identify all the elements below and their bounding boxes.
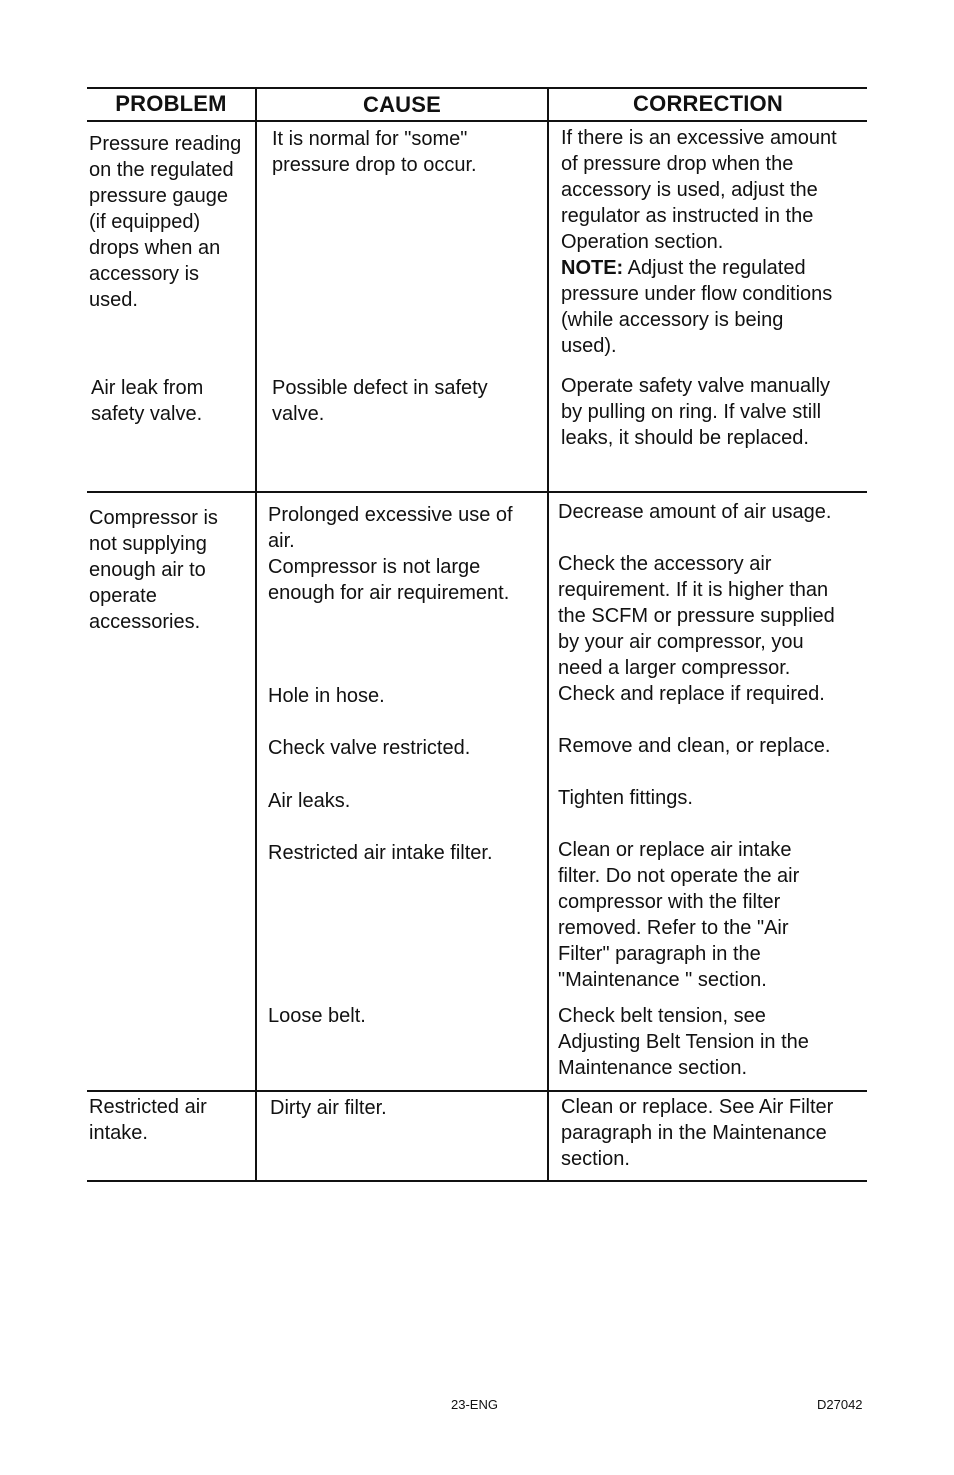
header-bottom-rule [87, 120, 867, 122]
row3-cause-7: Loose belt. [268, 1005, 366, 1027]
note-text: Adjust the regulated pressure under flow conditions (while accessory is being used). [561, 257, 833, 357]
header-correction: CORRECTION [633, 91, 783, 116]
row1-correction [561, 125, 837, 359]
row3-problem: Compressor is not supplying enough air to operate accessories. [89, 507, 218, 633]
row3-correction-7: Check belt tension, see Adjusting Belt Tension in the Maintenance section. [558, 1005, 809, 1079]
row3-correction-3: Check and replace if required. [558, 683, 825, 705]
row3-correction-4: Remove and clean, or replace. [558, 735, 831, 757]
row3-cause-6: Restricted air intake filter. [268, 842, 493, 864]
header-problem: PROBLEM [115, 91, 227, 116]
header-cause: CAUSE [362, 92, 441, 117]
row2-correction: Operate safety valve manually by pulling on ring. If valve still leaks, it should be replaced. [561, 375, 831, 449]
row4-cause: Dirty air filter. [270, 1097, 387, 1119]
page-number: 23-ENG [451, 1397, 498, 1412]
row3-cause-4: Check valve restricted. [268, 737, 471, 759]
row1-correction-text: If there is an excessive amount of pressure drop when the accessory is used, adjust the regulator as instructed in the Operation section. [561, 127, 837, 253]
row3-correction-6: Clean or replace air intake filter. Do not operate the air compressor with the filter removed. Refer to the "Air Filter" paragraph in the "Maintenance " section. [558, 839, 800, 991]
column-divider-2 [547, 87, 549, 1182]
row3-correction-2: Check the accessory air requirement. If it is higher than the SCFM or pressure supplied by your air compressor, you need a larger compressor. [558, 553, 835, 679]
table-bottom-rule [87, 1180, 867, 1182]
row3-correction-1: Decrease amount of air usage. [558, 501, 832, 523]
row3-cause-3: Hole in hose. [268, 685, 385, 707]
column-divider-1 [255, 87, 257, 1182]
note-label: NOTE: [561, 257, 624, 279]
row4-problem: Restricted air intake. [89, 1096, 207, 1144]
document-code: D27042 [817, 1397, 863, 1412]
row3-cause-1: Prolonged excessive use of air. [268, 504, 513, 552]
row2-problem: Air leak from safety valve. [91, 377, 204, 425]
row3-cause-5: Air leaks. [268, 790, 351, 812]
row-divider-3 [87, 491, 867, 493]
row-divider-4 [87, 1090, 867, 1092]
row1-problem: Pressure reading on the regulated pressure gauge (if equipped) drops when an accessory is used. [89, 133, 242, 311]
row1-cause: It is normal for "some" pressure drop to occur. [272, 128, 477, 176]
row3-correction-5: Tighten fittings. [558, 787, 693, 809]
row2-cause: Possible defect in safety valve. [272, 377, 488, 425]
row4-correction: Clean or replace. See Air Filter paragraph in the Maintenance section. [561, 1096, 834, 1170]
row3-cause-2: Compressor is not large enough for air requirement. [268, 556, 510, 604]
